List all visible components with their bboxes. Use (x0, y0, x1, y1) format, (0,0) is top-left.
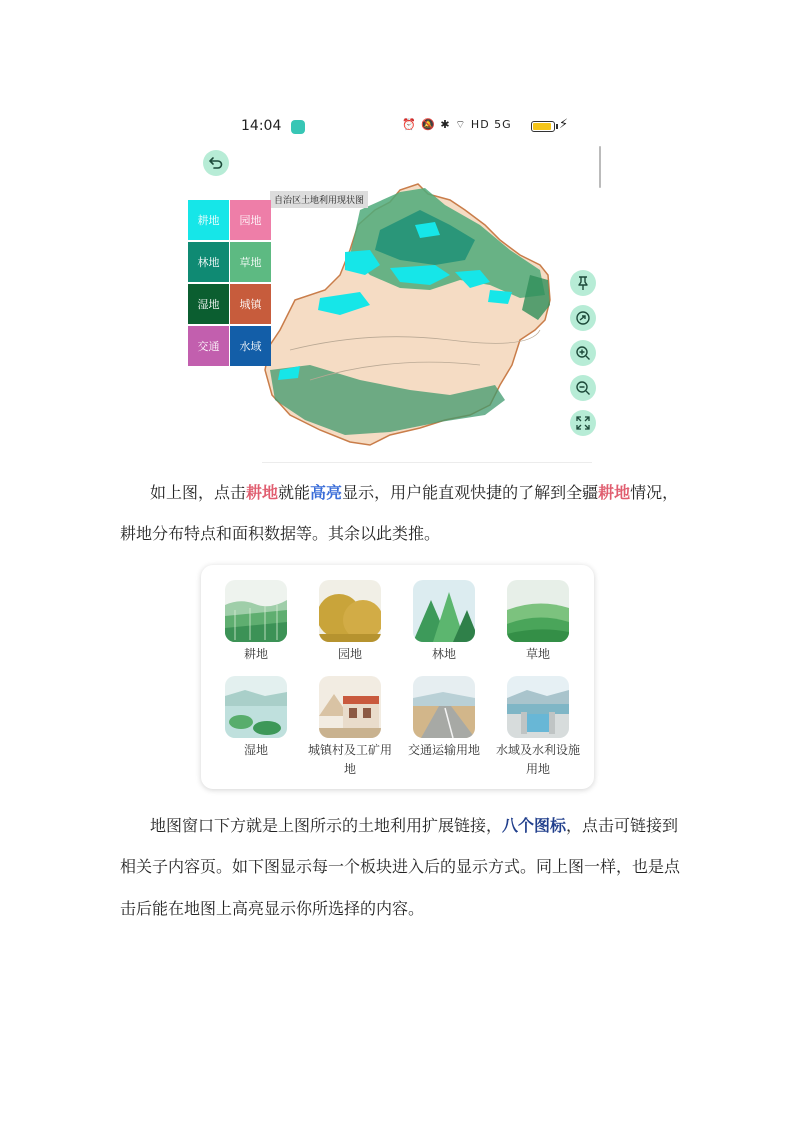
forest-icon (413, 580, 475, 642)
highlight-cropland: 耕地 (246, 483, 279, 502)
scroll-indicator[interactable] (599, 146, 601, 188)
pin-button[interactable] (570, 270, 596, 296)
highlight-cropland-2: 耕地 (598, 483, 631, 502)
legend-forest[interactable]: 林地 (188, 242, 229, 282)
category-water[interactable] (491, 676, 585, 779)
legend-wetland[interactable]: 湿地 (188, 284, 229, 324)
category-grassland[interactable] (491, 580, 585, 664)
category-label: 林地 (431, 647, 456, 661)
legend-water[interactable]: 水域 (230, 326, 271, 366)
zoom-out-icon (575, 380, 591, 396)
paragraph-1-line-1: 如上图，点击耕地就能高亮显示，用户能直观快捷的了解到全疆耕地情况， (150, 483, 679, 502)
legend-grassland[interactable]: 草地 (230, 242, 271, 282)
orchard-icon (319, 580, 381, 642)
battery-icon (531, 121, 555, 132)
category-forest[interactable] (397, 580, 491, 664)
battery-tip (556, 124, 558, 129)
category-label: 水域及水利设施用地 (495, 743, 580, 776)
paragraph-2-line-2: 相关子内容页。如下图显示每一个板块进入后的显示方式。同上图一样，也是点 (120, 857, 681, 876)
road-icon (413, 676, 475, 738)
category-label: 湿地 (243, 743, 268, 757)
paragraph-2-line-3: 击后能在地图上高亮显示你所选择的内容。 (120, 899, 425, 918)
category-label: 交通运输用地 (407, 743, 480, 757)
fullscreen-icon (575, 415, 591, 431)
charging-icon: ⚡ (559, 117, 569, 132)
town-icon (319, 676, 381, 738)
legend-orchard[interactable]: 园地 (230, 200, 271, 240)
category-town[interactable] (303, 676, 397, 779)
map-title: 自治区土地利用现状图 (270, 191, 368, 208)
app-notification-icon (291, 120, 305, 134)
paragraph-1-line-2: 耕地分布特点和面积数据等。其余以此类推。 (120, 524, 441, 543)
cropland-icon (225, 580, 287, 642)
category-label: 园地 (337, 647, 362, 661)
status-icons: ⏰ 🔕 ✱ ⌔ HD 5G (402, 118, 512, 131)
paragraph-2-line-1: 地图窗口下方就是上图所示的土地利用扩展链接，八个图标，点击可链接到 (150, 816, 679, 835)
fullscreen-button[interactable] (570, 410, 596, 436)
highlight-word: 高亮 (310, 483, 343, 502)
legend-town[interactable]: 城镇 (230, 284, 271, 324)
category-wetland[interactable] (209, 676, 303, 760)
zoom-in-button[interactable] (570, 340, 596, 366)
category-label: 城镇村及工矿用地 (307, 743, 392, 776)
grassland-icon (507, 580, 569, 642)
legend-transport[interactable]: 交通 (188, 326, 229, 366)
undo-arrow-icon (208, 155, 224, 171)
category-transport[interactable] (397, 676, 491, 760)
pin-icon (575, 275, 591, 291)
legend-cropland[interactable]: 耕地 (188, 200, 229, 240)
category-orchard[interactable] (303, 580, 397, 664)
land-use-map[interactable] (250, 180, 560, 455)
status-time: 14:04 (241, 118, 282, 134)
cropland-6 (488, 290, 512, 304)
map-divider (262, 462, 592, 463)
dam-icon (507, 676, 569, 738)
rotate-button[interactable] (570, 305, 596, 331)
category-cropland[interactable] (209, 580, 303, 664)
wetland-icon (225, 676, 287, 738)
category-label: 耕地 (243, 647, 268, 661)
back-button[interactable] (203, 150, 229, 176)
highlight-eight-icons: 八个图标 (502, 816, 567, 835)
category-label: 草地 (525, 647, 550, 661)
zoom-in-icon (575, 345, 591, 361)
zoom-out-button[interactable] (570, 375, 596, 401)
rotate-icon (575, 310, 591, 326)
